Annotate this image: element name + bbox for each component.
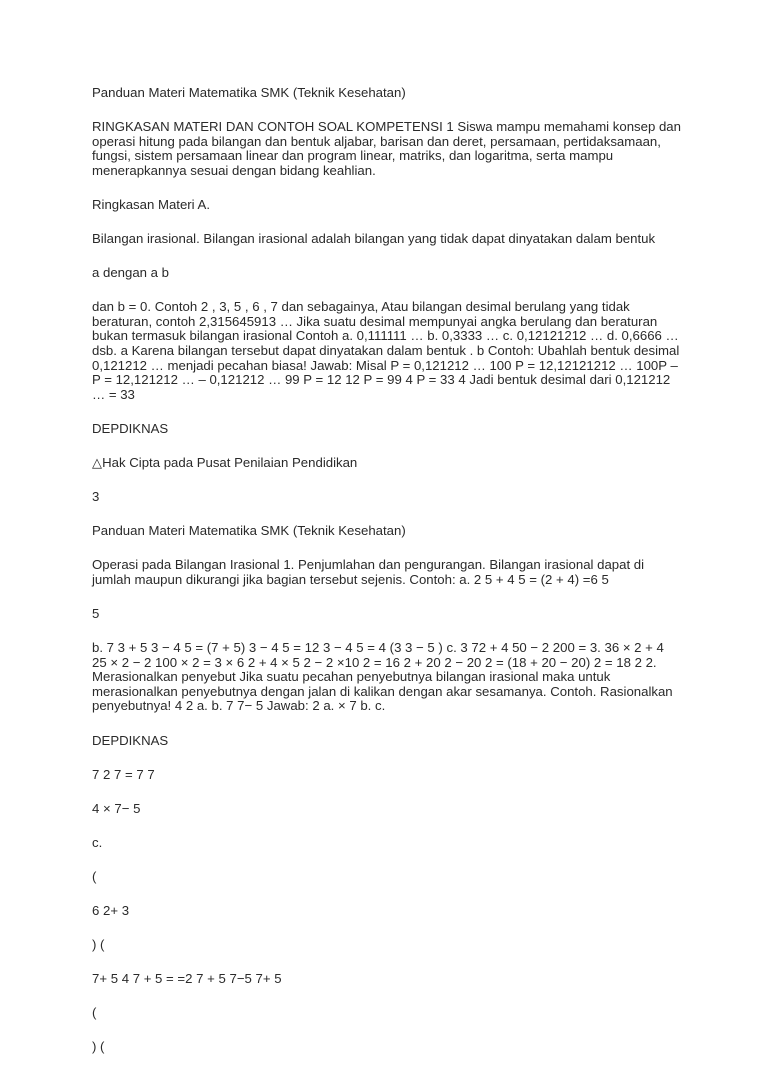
example-paragraph: dan b = 0. Contoh 2 , 3, 5 , 6 , 7 dan sebagainya, Atau bilangan desimal berulang yang tidak beraturan, contoh 2,315645913 … Jika suatu desimal mempunyai angka berulang dan beraturan bukan termasuk bilangan irasional Contoh a. 0,111111 … b. 0,3333 … c. 0,12121212 … d. 0,6666 … dsb. a Karena bilangan tersebut dapat dinyatakan dalam bentuk . b Contoh: Ubahlah bentuk desimal 0,121212 … menjadi pecahan biasa! Jawab: Misal P = 0,121212 … 100 P = 12,12121212 … 100P – P = 12,121212 … – 0,121212 … 99 P = 12 12 P = 99 4 P = 33 4 Jadi bentuk desimal dari 0,121212 … = 33 xyxy=(92,299,680,402)
document-page xyxy=(92,86,682,1074)
definition-paragraph: Bilangan irasional. Bilangan irasional adalah bilangan yang tidak dapat dinyatakan dalam bentuk xyxy=(92,231,656,247)
math-fragment: 4 × 7− 5 xyxy=(92,800,141,816)
math-fragment: 6 2+ 3 xyxy=(92,903,130,918)
math-fragment: ) ( xyxy=(92,937,105,953)
header-title: Panduan Materi Matematika SMK (Teknik Kesehatan) xyxy=(92,523,406,539)
math-fragment: ( xyxy=(92,1005,97,1021)
header-title: Panduan Materi Matematika SMK (Teknik Kesehatan) xyxy=(92,85,406,100)
operations-paragraph: Operasi pada Bilangan Irasional 1. Penjumlahan dan pengurangan. Bilangan irasional dapat di jumlah maupun dikurangi jika bagian tersebut sejenis. Contoh: a. 2 5 + 4 5 = (2 + 4) =6 5 xyxy=(92,557,645,587)
fraction-text: a dengan a b xyxy=(92,265,170,281)
page-number: 3 xyxy=(92,489,100,505)
footer-publisher: DEPDIKNAS xyxy=(92,420,169,436)
footer-publisher: DEPDIKNAS xyxy=(92,732,169,748)
math-fragment: 7 2 7 = 7 7 xyxy=(92,766,155,782)
math-fragment: c. xyxy=(92,834,103,850)
math-fragment: 7+ 5 4 7 + 5 = =2 7 + 5 7−5 7+ 5 xyxy=(92,971,282,987)
math-fragment: ) ( xyxy=(92,1039,105,1055)
math-fragment: ( xyxy=(92,868,97,884)
examples-paragraph: b. 7 3 + 5 3 − 4 5 = (7 + 5) 3 − 4 5 = 12 3 − 4 5 = 4 (3 3 − 5 ) c. 3 72 + 4 50 − 2 200 = 3. 36 × 2 + 4 25 × 2 − 2 100 × 2 = 3 × 6 2 + 4 × 5 2 − 2 ×10 2 = 16 2 + 20 2 − 20 2 = (18 + 20 − 20) 2 = 18 2 2. Merasionalkan penyebut Jika suatu pecahan penyebutnya bilangan irasional maka untuk merasionalkan penyebutnya dengan jalan di kalikan dengan akar sesamanya. Contoh. Rasionalkan penyebutnya! 4 2 a. b. 7 7− 5 Jawab: 2 a. × 7 b. c. xyxy=(92,640,673,714)
section-heading: Ringkasan Materi A. xyxy=(92,196,211,212)
copyright-line: △Hak Cipta pada Pusat Penilaian Pendidikan xyxy=(92,455,358,470)
competency-paragraph: RINGKASAN MATERI DAN CONTOH SOAL KOMPETENSI 1 Siswa mampu memahami konsep dan operasi hitung pada bilangan dan bentuk aljabar, barisan dan deret, persamaan, pertidaksamaan, fungsi, sistem persamaan linear dan program linear, matriks, dan logaritma, serta mampu menerapkannya sesuai dengan bidang keahlian. xyxy=(92,119,681,178)
math-fragment: 5 xyxy=(92,605,100,621)
